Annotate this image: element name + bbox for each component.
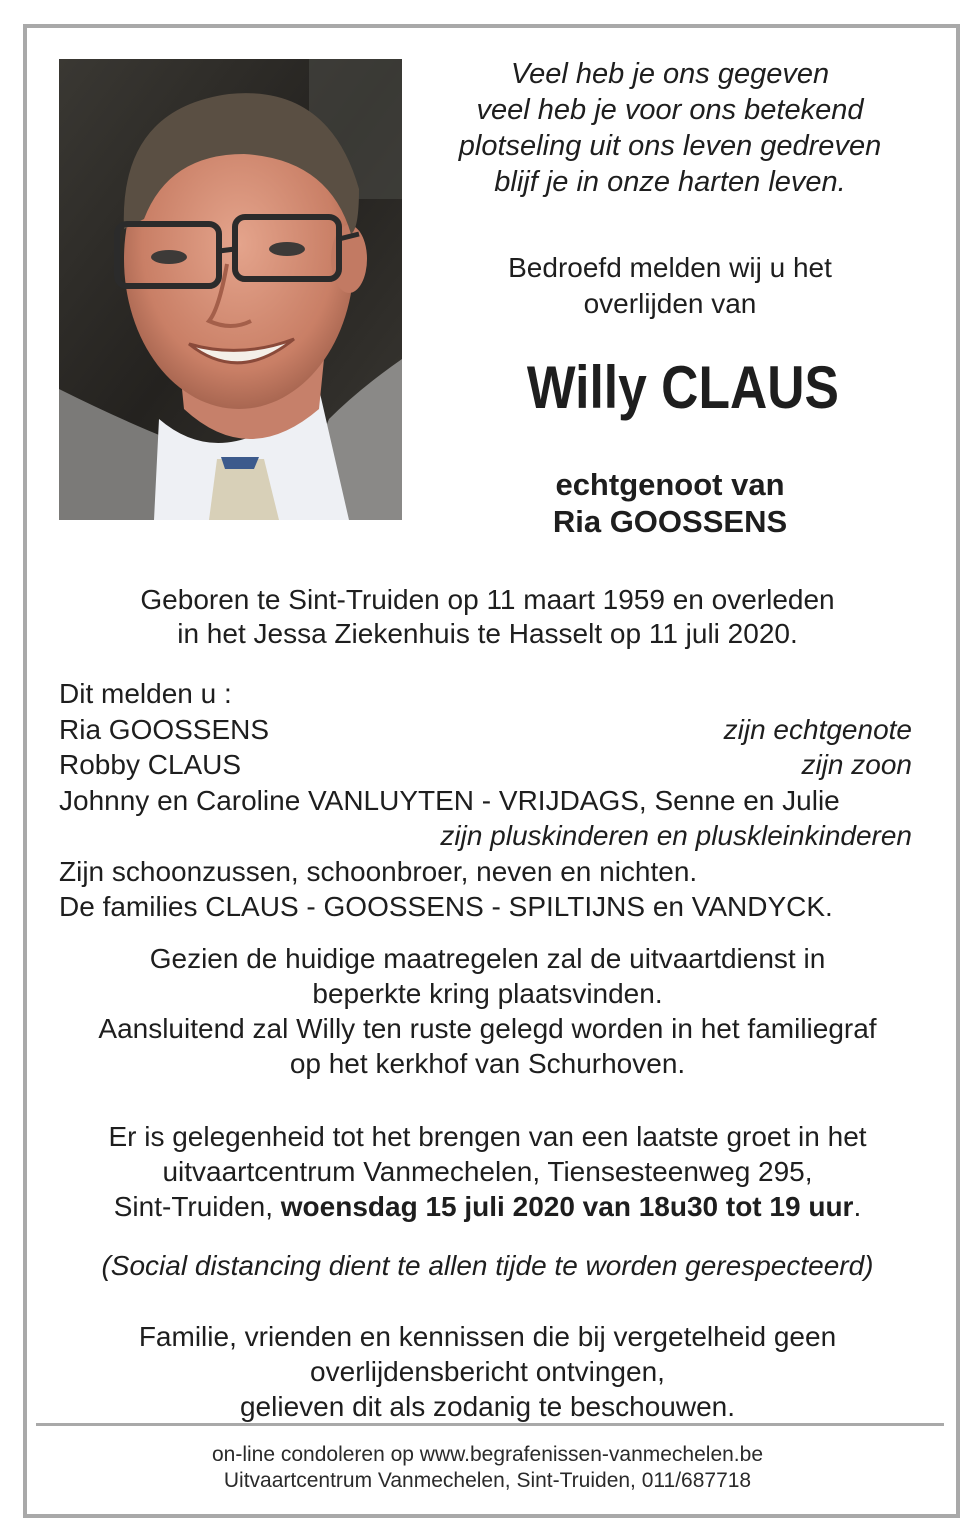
deceased-name: Willy CLAUS: [526, 354, 839, 421]
poem-line: Veel heb je ons gegeven: [510, 58, 830, 90]
visitation-line: Er is gelegenheid tot het brengen van een laatste groet in het: [108, 1121, 867, 1152]
distancing-note: (Social distancing dient te allen tijde te worden gerespecteerd): [101, 1250, 874, 1281]
poem-line: veel heb je voor ons betekend: [476, 94, 864, 126]
spouse-info: [420, 466, 920, 540]
poem-line: blijf je in onze harten leven.: [494, 166, 846, 198]
funeral-line: Gezien de huidige maatregelen zal de uitvaartdienst in: [149, 943, 826, 974]
spouse-label: echtgenoot van: [555, 467, 785, 502]
funeral-line: beperkte kring plaatsvinden.: [312, 978, 663, 1009]
death-line: in het Jessa Ziekenhuis te Hasselt op 11 juli 2020.: [177, 618, 798, 649]
family-list: [59, 676, 912, 925]
visitation-line: [40, 1189, 935, 1224]
birth-line: Geboren te Sint-Truiden op 11 maart 1959 en overleden: [140, 584, 835, 615]
families-line: De families CLAUS - GOOSSENS - SPILTIJNS en VANDYCK.: [59, 891, 833, 922]
footer-divider: [36, 1423, 944, 1426]
family-member-name: Ria GOOSSENS: [59, 713, 270, 745]
funeral-home-contact: Uitvaartcentrum Vanmechelen, Sint-Truiden, 011/687718: [223, 1469, 752, 1492]
footer: [40, 1442, 935, 1494]
birth-death-details: [59, 583, 916, 651]
portrait-illustration: [59, 59, 402, 520]
spouse-name: Ria GOOSSENS: [552, 504, 788, 539]
portrait-photo: [59, 59, 402, 520]
funeral-arrangements: [40, 941, 935, 1081]
visitation-info: [40, 1119, 935, 1224]
intro-line: overlijden van: [583, 288, 757, 319]
family-row: [59, 747, 912, 783]
intro-line: Bedroefd melden wij u het: [508, 252, 832, 283]
visitation-period: .: [853, 1191, 862, 1222]
family-member-relation: zijn echtgenote: [723, 713, 912, 745]
visitation-datetime: woensdag 15 juli 2020 van 18u30 tot 19 uur: [280, 1191, 854, 1222]
visitation-place: Sint-Truiden,: [113, 1191, 281, 1222]
memorial-poem: [420, 56, 920, 200]
family-row: [59, 712, 912, 748]
notice-line: overlijdensbericht ontvingen,: [310, 1356, 665, 1387]
step-family-relation: zijn pluskinderen en pluskleinkinderen: [440, 820, 912, 851]
notice-line: gelieven dit als zodanig te beschouwen.: [239, 1391, 735, 1422]
family-member-name: Robby CLAUS: [59, 749, 242, 780]
poem-line: plotseling uit ons leven gedreven: [458, 130, 882, 162]
notice-line: Familie, vrienden en kennissen die bij vergetelheid geen: [138, 1321, 837, 1352]
step-family-line: Johnny en Caroline VANLUYTEN - VRIJDAGS, Senne en Julie: [59, 784, 840, 816]
family-member-relation: zijn zoon: [801, 749, 912, 780]
visitation-line: uitvaartcentrum Vanmechelen, Tiensesteenweg 295,: [162, 1156, 813, 1187]
inlaws-line: Zijn schoonzussen, schoonbroer, neven en nichten.: [59, 855, 698, 887]
family-heading: Dit melden u :: [59, 678, 232, 709]
announcement-intro: [420, 250, 920, 322]
funeral-line: Aansluitend zal Willy ten ruste gelegd worden in het familiegraf: [98, 1013, 877, 1044]
condolence-link[interactable]: on-line condoleren op www.begrafenissen-vanmechelen.be: [211, 1443, 763, 1466]
funeral-line: op het kerkhof van Schurhoven.: [289, 1048, 686, 1079]
closing-notice: [40, 1319, 935, 1424]
